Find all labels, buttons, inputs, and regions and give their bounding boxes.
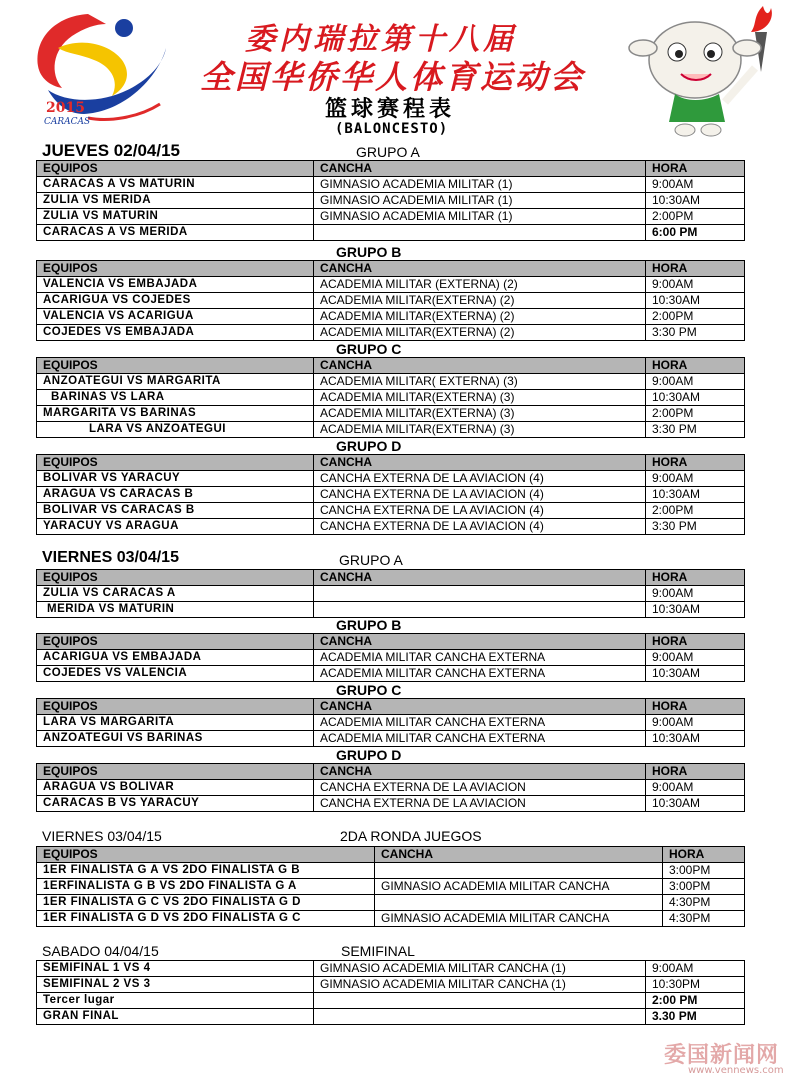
table-row [37,863,745,879]
match-time: 10:30PM [646,977,745,993]
col-time: HORA [646,764,745,780]
table-row [37,277,745,293]
match-teams: MERIDA VS MATURIN [37,602,314,618]
match-teams: LARA VS ANZOATEGUI [37,422,314,438]
watermark-brand: 委国新闻网 [664,1043,780,1068]
match-teams: Tercer lugar [37,993,314,1009]
logo-year: 2015 [46,100,85,116]
table-row [37,731,745,747]
match-time: 6:00 PM [646,225,745,241]
match-time: 9:00AM [646,780,745,796]
match-court: ACADEMIA MILITAR(EXTERNA) (3) [314,406,646,422]
match-teams: CARACAS B VS YARACUY [37,796,314,812]
match-teams: YARACUY VS ARAGUA [37,519,314,535]
table-row [37,406,745,422]
match-time: 10:30AM [646,487,745,503]
match-time: 2:00PM [646,209,745,225]
match-court: ACADEMIA MILITAR CANCHA EXTERNA [314,715,646,731]
match-teams: ANZOATEGUI VS MARGARITA [37,374,314,390]
day-heading-friday: VIERNES 03/04/15 [42,549,179,566]
col-teams: EQUIPOS [37,699,314,715]
match-time: 3:30 PM [646,325,745,341]
table-row [37,177,745,193]
table-row [37,471,745,487]
table-row [37,293,745,309]
match-court [314,225,646,241]
col-teams: EQUIPOS [37,261,314,277]
table-row [37,602,745,618]
col-time: HORA [646,634,745,650]
col-court: CANCHA [314,261,646,277]
col-court: CANCHA [314,161,646,177]
match-teams: ANZOATEGUI VS BARINAS [37,731,314,747]
match-time: 9:00AM [646,277,745,293]
match-time: 10:30AM [646,796,745,812]
match-teams: BOLIVAR VS CARACAS B [37,503,314,519]
match-time: 9:00AM [646,374,745,390]
match-teams: 1ER FINALISTA G C VS 2DO FINALISTA G D [37,895,375,911]
table-row [37,1009,745,1025]
table-row [37,961,745,977]
match-teams: ZULIA VS MATURIN [37,209,314,225]
group-heading-thursday-d: GRUPO D [336,438,402,454]
table-friday-group-a [36,569,745,618]
match-court: ACADEMIA MILITAR(EXTERNA) (2) [314,293,646,309]
table-second-round [36,846,745,927]
match-teams: ZULIA VS CARACAS A [37,586,314,602]
match-teams: VALENCIA VS EMBAJADA [37,277,314,293]
page-header [0,0,803,145]
match-court: GIMNASIO ACADEMIA MILITAR (1) [314,193,646,209]
col-teams: EQUIPOS [37,634,314,650]
match-teams: BOLIVAR VS YARACUY [37,471,314,487]
col-time: HORA [646,699,745,715]
table-row [37,879,745,895]
match-teams: BARINAS VS LARA [37,390,314,406]
match-court: ACADEMIA MILITAR CANCHA EXTERNA [314,650,646,666]
col-teams: EQUIPOS [37,764,314,780]
table-header [37,699,745,715]
match-teams: ACARIGUA VS COJEDES [37,293,314,309]
match-court [314,1009,646,1025]
title-line-2: 全国华侨华人体育运动会 [200,58,586,96]
match-time: 10:30AM [646,602,745,618]
col-teams: EQUIPOS [37,570,314,586]
col-court: CANCHA [314,358,646,374]
table-row [37,374,745,390]
table-row [37,796,745,812]
match-court: CANCHA EXTERNA DE LA AVIACION [314,796,646,812]
match-time: 9:00AM [646,471,745,487]
match-court: CANCHA EXTERNA DE LA AVIACION (4) [314,471,646,487]
day-heading-second-round: VIERNES 03/04/15 [42,828,162,844]
match-time: 2:00PM [646,406,745,422]
match-court [314,586,646,602]
match-time: 10:30AM [646,193,745,209]
table-row [37,993,745,1009]
match-teams: GRAN FINAL [37,1009,314,1025]
match-teams: ACARIGUA VS EMBAJADA [37,650,314,666]
match-court: CANCHA EXTERNA DE LA AVIACION [314,780,646,796]
table-row [37,225,745,241]
match-time: 4:30PM [663,911,745,927]
table-row [37,977,745,993]
match-time: 10:30AM [646,731,745,747]
match-court: ACADEMIA MILITAR(EXTERNA) (2) [314,309,646,325]
match-court: GIMNASIO ACADEMIA MILITAR (1) [314,209,646,225]
group-heading-friday-b: GRUPO B [336,617,402,633]
table-row [37,503,745,519]
table-friday-group-b [36,633,745,682]
table-row [37,780,745,796]
match-court: GIMNASIO ACADEMIA MILITAR (1) [314,177,646,193]
title-line-3: 篮球赛程表 [325,96,456,122]
match-teams: 1ER FINALISTA G A VS 2DO FINALISTA G B [37,863,375,879]
table-row [37,325,745,341]
day-heading-saturday: SABADO 04/04/15 [42,943,159,959]
col-court: CANCHA [375,847,663,863]
mascot-icon [625,2,795,142]
table-header [37,847,745,863]
group-heading-friday-d: GRUPO D [336,747,402,763]
match-time: 3:00PM [663,879,745,895]
table-header [37,634,745,650]
match-court: ACADEMIA MILITAR(EXTERNA) (2) [314,325,646,341]
col-court: CANCHA [314,570,646,586]
table-header [37,261,745,277]
match-teams: SEMIFINAL 2 VS 3 [37,977,314,993]
match-teams: 1ERFINALISTA G B VS 2DO FINALISTA G A [37,879,375,895]
match-teams: ARAGUA VS BOLIVAR [37,780,314,796]
match-court: ACADEMIA MILITAR( EXTERNA) (3) [314,374,646,390]
table-row [37,650,745,666]
group-heading-thursday-b: GRUPO B [336,244,402,260]
table-row [37,586,745,602]
title-line-1: 委内瑞拉第十八届 [245,22,517,57]
match-time: 3:30 PM [646,519,745,535]
match-time: 9:00AM [646,961,745,977]
match-court [314,993,646,1009]
table-header [37,455,745,471]
table-row [37,487,745,503]
day-heading-thursday: JUEVES 02/04/15 [42,141,180,160]
col-time: HORA [646,455,745,471]
match-time: 10:30AM [646,390,745,406]
match-court: CANCHA EXTERNA DE LA AVIACION (4) [314,487,646,503]
table-thursday-group-a [36,160,745,241]
match-time: 2:00PM [646,503,745,519]
match-court: CANCHA EXTERNA DE LA AVIACION (4) [314,503,646,519]
table-header [37,358,745,374]
col-time: HORA [646,570,745,586]
col-court: CANCHA [314,699,646,715]
group-heading-friday-c: GRUPO C [336,682,402,698]
match-time: 3.30 PM [646,1009,745,1025]
match-time: 10:30AM [646,293,745,309]
table-header [37,570,745,586]
title-line-4: (BALONCESTO) [335,121,449,137]
col-teams: EQUIPOS [37,161,314,177]
match-teams: SEMIFINAL 1 VS 4 [37,961,314,977]
table-row [37,895,745,911]
table-thursday-group-d [36,454,745,535]
group-heading-friday-a: GRUPO A [339,552,403,568]
match-court: GIMNASIO ACADEMIA MILITAR CANCHA (1) [314,961,646,977]
table-row [37,519,745,535]
col-court: CANCHA [314,634,646,650]
table-row [37,422,745,438]
match-teams: ZULIA VS MERIDA [37,193,314,209]
match-court: ACADEMIA MILITAR CANCHA EXTERNA [314,666,646,682]
match-court: GIMNASIO ACADEMIA MILITAR CANCHA [375,879,663,895]
col-teams: EQUIPOS [37,455,314,471]
match-time: 3:30 PM [646,422,745,438]
games-logo-icon [28,8,168,136]
logo-city: CARACAS [44,117,91,127]
match-court: GIMNASIO ACADEMIA MILITAR CANCHA (1) [314,977,646,993]
match-court [314,602,646,618]
match-teams: COJEDES VS VALENCIA [37,666,314,682]
match-teams: CARACAS A VS MERIDA [37,225,314,241]
watermark-url: www.vennews.com [688,1065,784,1076]
table-friday-group-d [36,763,745,812]
match-time: 2:00 PM [646,993,745,1009]
match-time: 9:00AM [646,650,745,666]
table-header [37,764,745,780]
group-heading-second-round: 2DA RONDA JUEGOS [340,828,482,844]
col-teams: EQUIPOS [37,358,314,374]
table-row [37,715,745,731]
table-row [37,193,745,209]
table-row [37,309,745,325]
col-time: HORA [646,161,745,177]
table-row [37,911,745,927]
table-row [37,666,745,682]
table-thursday-group-b [36,260,745,341]
match-court: ACADEMIA MILITAR(EXTERNA) (3) [314,422,646,438]
col-time: HORA [646,358,745,374]
match-time: 9:00AM [646,586,745,602]
table-thursday-group-c [36,357,745,438]
table-row [37,390,745,406]
match-court: GIMNASIO ACADEMIA MILITAR CANCHA [375,911,663,927]
table-semifinals [36,960,745,1025]
match-teams: VALENCIA VS ACARIGUA [37,309,314,325]
match-teams: LARA VS MARGARITA [37,715,314,731]
match-time: 9:00AM [646,177,745,193]
group-heading-thursday-a: GRUPO A [356,144,420,160]
match-teams: MARGARITA VS BARINAS [37,406,314,422]
col-time: HORA [663,847,745,863]
match-time: 10:30AM [646,666,745,682]
match-court: ACADEMIA MILITAR (EXTERNA) (2) [314,277,646,293]
match-court: CANCHA EXTERNA DE LA AVIACION (4) [314,519,646,535]
group-heading-semifinal: SEMIFINAL [341,943,415,959]
match-time: 9:00AM [646,715,745,731]
match-teams: CARACAS A VS MATURIN [37,177,314,193]
match-teams: ARAGUA VS CARACAS B [37,487,314,503]
table-friday-group-c [36,698,745,747]
table-row [37,209,745,225]
match-time: 4:30PM [663,895,745,911]
col-court: CANCHA [314,455,646,471]
col-court: CANCHA [314,764,646,780]
table-header [37,161,745,177]
match-court [375,863,663,879]
match-court: ACADEMIA MILITAR CANCHA EXTERNA [314,731,646,747]
col-teams: EQUIPOS [37,847,375,863]
col-time: HORA [646,261,745,277]
group-heading-thursday-c: GRUPO C [336,341,402,357]
match-time: 3:00PM [663,863,745,879]
match-teams: COJEDES VS EMBAJADA [37,325,314,341]
match-teams: 1ER FINALISTA G D VS 2DO FINALISTA G C [37,911,375,927]
match-time: 2:00PM [646,309,745,325]
match-court: ACADEMIA MILITAR(EXTERNA) (3) [314,390,646,406]
match-court [375,895,663,911]
